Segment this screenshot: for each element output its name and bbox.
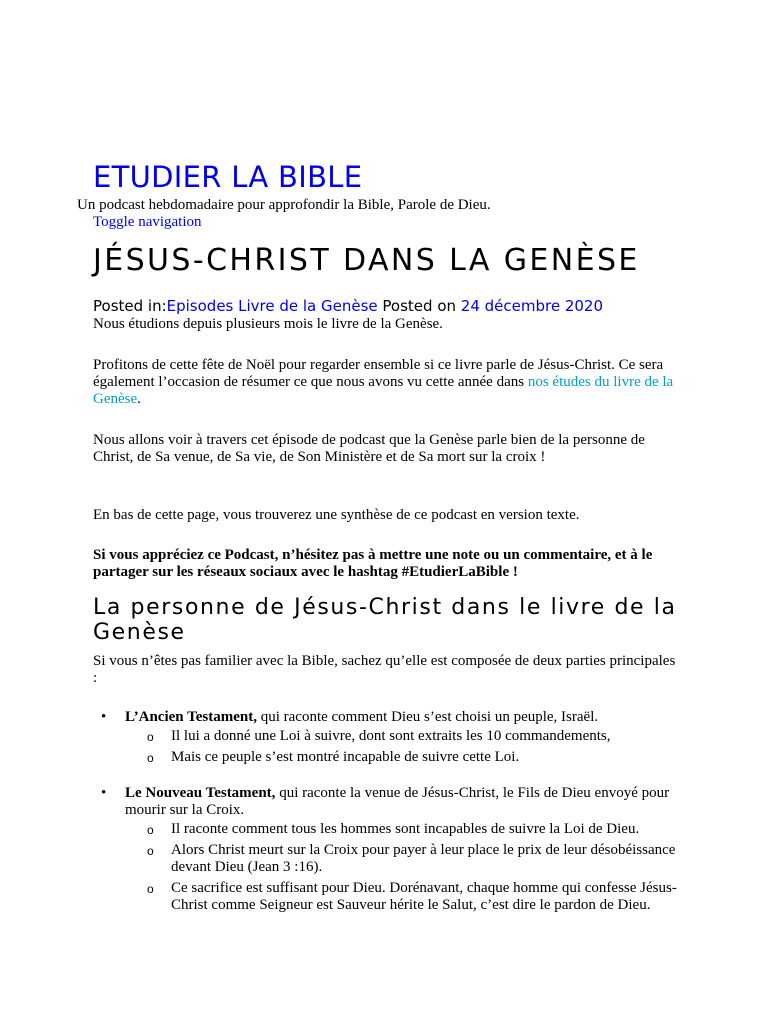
sub-list [125,728,683,766]
bullet-circle-icon: o [147,844,154,858]
site-title-link[interactable]: ETUDIER LA BIBLE [93,160,363,194]
noel-paragraph-text: Profitons de cette fête de Noël pour regarder ensemble si ce livre parle de Jésus-Christ. Ce sera également l’occasion de résumer ce que nous avons vu cette année dans [93,357,664,390]
sub-list-item-text: Ce sacrifice est suffisant pour Dieu. Dorénavant, chaque homme qui confesse Jésus-Christ comme Seigneur est Sauveur hérite le Salut, c’est dire le pardon de Dieu. [171,880,677,913]
list-item-new-testament [93,785,683,914]
sub-list-item [125,749,683,766]
list-item-bold: Le Nouveau Testament, [125,785,276,801]
category-link[interactable]: Episodes Livre de la Genèse [166,297,378,315]
list-item-text: qui raconte comment Dieu s’est choisi un peuple, Israël. [256,709,599,725]
bible-parts-paragraph: Si vous n’êtes pas familier avec la Bible, sachez qu’elle est composée de deux parties principales : [93,653,676,686]
list-item-old-testament [93,709,683,766]
noel-paragraph-end: . [137,391,141,407]
posted-on-label: Posted on [377,297,461,315]
section-title: La personne de Jésus-Christ dans le livre de la Genèse [93,595,677,645]
sub-list-item [125,842,683,876]
noel-paragraph [93,357,683,408]
sub-list [125,821,683,914]
sub-list-item-text: Il raconte comment tous les hommes sont incapables de suivre la Loi de Dieu. [171,821,640,837]
sub-list-item-text: Il lui a donné une Loi à suivre, dont sont extraits les 10 commandements, [171,728,611,744]
bullet-disc-icon: • [101,785,107,801]
post-date-link[interactable]: 24 décembre 2020 [460,297,604,315]
sub-list-item [125,880,683,914]
bullet-circle-icon: o [147,882,154,896]
site-tagline: Un podcast hebdomadaire pour approfondir la Bible, Parole de Dieu. [77,197,491,213]
summary-paragraph: En bas de cette page, vous trouverez une synthèse de ce podcast en version texte. [93,507,580,523]
post-meta [93,297,603,315]
sub-list-item [125,728,683,745]
toggle-navigation-link[interactable]: Toggle navigation [93,214,202,230]
genesis-studies-link[interactable]: nos études du livre de la Genèse [93,374,674,407]
post-title: JÉSUS-CHRIST DANS LA GENÈSE [93,243,640,278]
bullet-circle-icon: o [147,823,154,837]
episode-paragraph: Nous allons voir à travers cet épisode de podcast que la Genèse parle bien de la personne de Christ, de Sa venue, de Sa vie, de Son Ministère et de Sa mort sur la croix ! [93,432,645,465]
call-to-action-paragraph: Si vous appréciez ce Podcast, n’hésitez pas à mettre une note ou un commentaire, et à le partager sur les réseaux sociaux avec le hashtag #EtudierLaBible ! [93,547,653,580]
bullet-disc-icon: • [101,709,107,725]
sub-list-item-text: Mais ce peuple s’est montré incapable de suivre cette Loi. [171,749,520,765]
bullet-circle-icon: o [147,730,154,744]
testaments-list [93,709,683,914]
sub-list-item-text: Alors Christ meurt sur la Croix pour payer à leur place le prix de leur désobéissance devant Dieu (Jean 3 :16). [171,842,676,875]
list-item-bold: L’Ancien Testament, [125,709,257,725]
intro-paragraph: Nous étudions depuis plusieurs mois le livre de la Genèse. [93,316,443,332]
post-content [93,316,683,933]
list-item-text: qui raconte la venue de Jésus-Christ, le Fils de Dieu envoyé pour mourir sur la Croix. [125,785,670,818]
posted-in-label: Posted in: [93,297,167,315]
sub-list-item [125,821,683,838]
bullet-circle-icon: o [147,751,154,765]
